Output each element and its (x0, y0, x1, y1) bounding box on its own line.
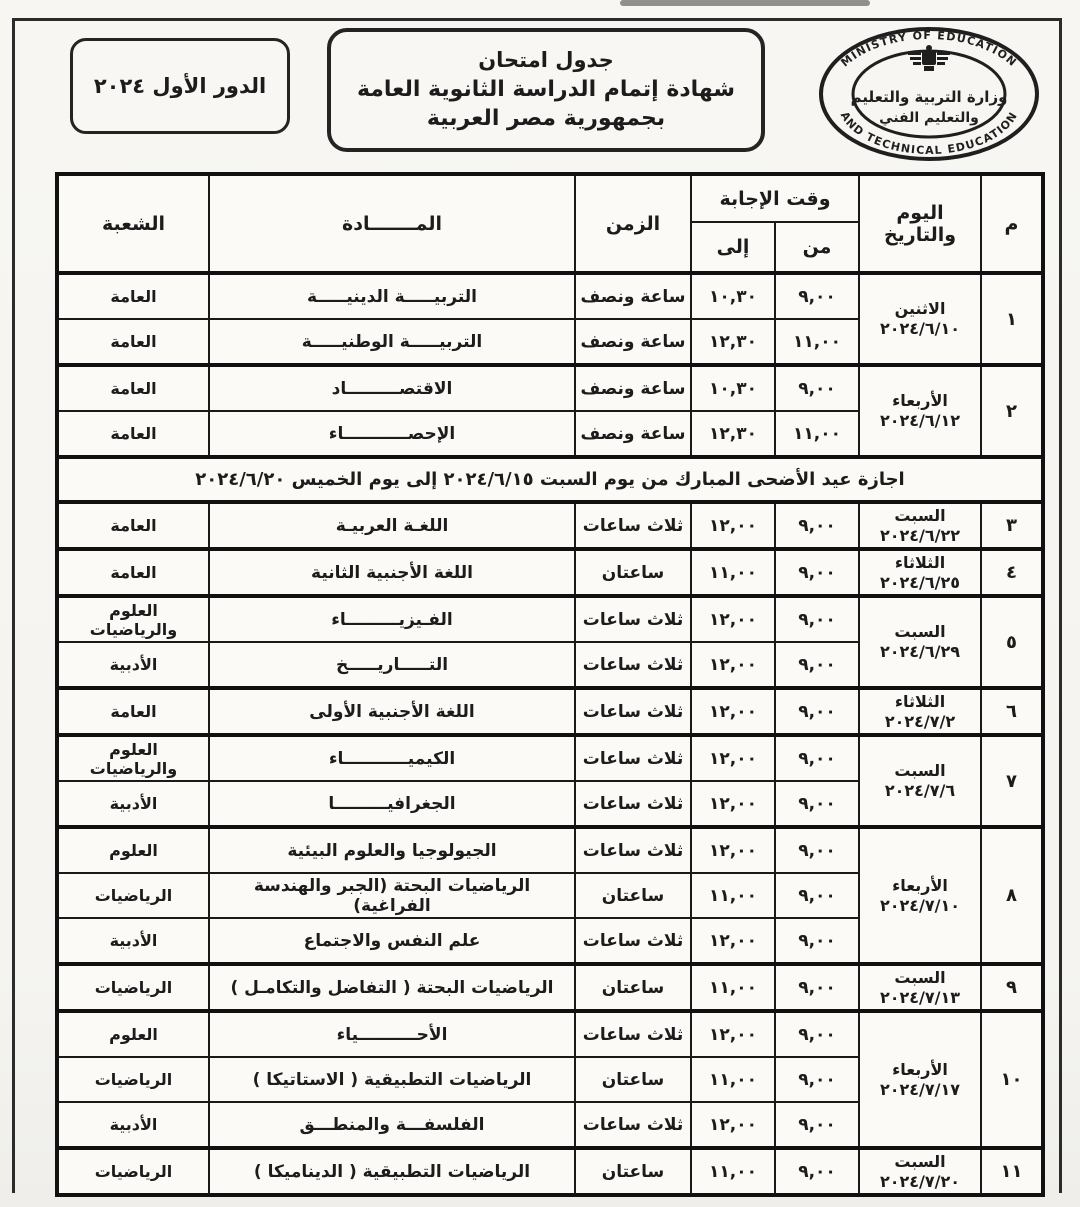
branch-cell: الرياضيات (57, 1148, 209, 1195)
duration-cell: ساعتان (575, 873, 691, 918)
to-time-cell: ١٠,٣٠ (691, 365, 775, 411)
subject-cell: الرياضيات البحتة (الجبر والهندسة الفراغية) (209, 873, 575, 918)
exam-date: ٢٠٢٤/٦/٢٥ (879, 572, 961, 592)
duration-cell: ثلاث ساعات (575, 1102, 691, 1148)
exam-date: ٢٠٢٤/٦/١٢ (879, 411, 961, 430)
day-date-cell (859, 827, 981, 964)
to-time-cell: ١٢,٠٠ (691, 502, 775, 549)
table-row (57, 735, 1043, 781)
exam-date: ٢٠٢٤/٦/٢٩ (879, 642, 961, 661)
day-name: الأربعاء (892, 875, 948, 895)
subject-cell: الجغرافيـــــــــا (209, 781, 575, 827)
duration-cell: ثلاث ساعات (575, 642, 691, 688)
header-branch: الشعبة (57, 174, 209, 273)
svg-text:والتعليم الفني: والتعليم الفني (879, 110, 979, 126)
duration-cell: ثلاث ساعات (575, 502, 691, 549)
from-time-cell: ١١,٠٠ (775, 411, 859, 457)
exam-date: ٢٠٢٤/٧/٦ (884, 781, 956, 800)
to-time-cell: ١٢,٠٠ (691, 642, 775, 688)
to-time-cell: ١٢,٣٠ (691, 411, 775, 457)
header-to: إلى (691, 222, 775, 273)
to-time-cell: ١٠,٣٠ (691, 273, 775, 319)
from-time-cell: ٩,٠٠ (775, 365, 859, 411)
to-time-cell: ١٢,٠٠ (691, 781, 775, 827)
branch-cell: الأدبية (57, 781, 209, 827)
table-row (57, 1148, 1043, 1195)
svg-text:MINISTRY OF EDUCATION: MINISTRY OF EDUCATION (838, 28, 1020, 70)
duration-cell: ساعة ونصف (575, 319, 691, 365)
index-cell: ١ (981, 273, 1043, 365)
duration-cell: ثلاث ساعات (575, 596, 691, 642)
day-date-cell (859, 1148, 981, 1195)
day-name: السبت (894, 505, 946, 525)
subject-cell: اللغة الأجنبية الثانية (209, 549, 575, 596)
duration-cell: ثلاث ساعات (575, 918, 691, 964)
exam-date: ٢٠٢٤/٦/١٠ (879, 319, 961, 338)
to-time-cell: ١٢,٠٠ (691, 827, 775, 873)
from-time-cell: ٩,٠٠ (775, 549, 859, 596)
from-time-cell: ٩,٠٠ (775, 1148, 859, 1195)
to-time-cell: ١١,٠٠ (691, 549, 775, 596)
from-time-cell: ٩,٠٠ (775, 273, 859, 319)
svg-text:AND TECHNICAL EDUCATION: AND TECHNICAL EDUCATION (837, 109, 1021, 158)
from-time-cell: ٩,٠٠ (775, 642, 859, 688)
holiday-row (57, 457, 1043, 502)
branch-cell: الرياضيات (57, 873, 209, 918)
day-name: السبت (894, 967, 946, 987)
duration-cell: ساعتان (575, 964, 691, 1011)
header-duration: الزمن (575, 174, 691, 273)
table-row (57, 365, 1043, 411)
exam-date: ٢٠٢٤/٦/٢٢ (879, 525, 961, 545)
header-index: م (981, 174, 1043, 273)
subject-cell: التـــــاريـــــخ (209, 642, 575, 688)
ministry-of-education-logo (812, 20, 1046, 170)
day-date-cell (859, 596, 981, 688)
index-cell: ٦ (981, 688, 1043, 735)
subject-cell: علم النفس والاجتماع (209, 918, 575, 964)
branch-cell: العلوم (57, 1011, 209, 1057)
day-name: السبت (894, 1151, 946, 1171)
holiday-note: اجازة عيد الأضحى المبارك من يوم السبت ٢٠٢٤/٦/١٥ إلى يوم الخميس ٢٠٢٤/٦/٢٠ (57, 457, 1043, 502)
page-title-line2: شهادة إتمام الدراسة الثانوية العامة (356, 76, 736, 102)
day-name: الأربعاء (892, 391, 948, 410)
page-title-line3: بجمهورية مصر العربية (426, 105, 666, 131)
branch-cell: الرياضيات (57, 1057, 209, 1102)
exam-date: ٢٠٢٤/٧/١٧ (879, 1079, 961, 1099)
svg-text:وزارة التربية والتعليم: وزارة التربية والتعليم (850, 88, 1008, 106)
subject-cell: الأحــــــــــياء (209, 1011, 575, 1057)
day-name: الثلاثاء (894, 691, 946, 711)
table-row (57, 1011, 1043, 1057)
branch-cell: الأدبية (57, 918, 209, 964)
subject-cell: الرياضيات التطبيقية ( الاستاتيكا ) (209, 1057, 575, 1102)
table-row (57, 273, 1043, 319)
day-date-cell (859, 549, 981, 596)
from-time-cell: ٩,٠٠ (775, 964, 859, 1011)
branch-cell: الأدبية (57, 1102, 209, 1148)
day-name: السبت (894, 761, 946, 780)
index-cell: ١٠ (981, 1011, 1043, 1148)
table-row (57, 549, 1043, 596)
ministry-seal-icon (812, 20, 1046, 170)
subject-cell: التربيـــــة الوطنيـــــة (209, 319, 575, 365)
header-from: من (775, 222, 859, 273)
duration-cell: ساعتان (575, 549, 691, 596)
day-date-cell (859, 1011, 981, 1148)
to-time-cell: ١٢,٠٠ (691, 596, 775, 642)
to-time-cell: ١١,٠٠ (691, 873, 775, 918)
subject-cell: الإحصـــــــــــاء (209, 411, 575, 457)
subject-cell: الاقتصـــــــــاد (209, 365, 575, 411)
subject-cell: الرياضيات البحتة ( التفاضل والتكامـل ) (209, 964, 575, 1011)
exam-date: ٢٠٢٤/٧/١٠ (879, 895, 961, 915)
day-name: السبت (894, 622, 946, 641)
to-time-cell: ١١,٠٠ (691, 964, 775, 1011)
branch-cell: العلوم (57, 827, 209, 873)
index-cell: ٩ (981, 964, 1043, 1011)
from-time-cell: ٩,٠٠ (775, 688, 859, 735)
exam-date: ٢٠٢٤/٧/٢٠ (879, 1171, 961, 1191)
header-answer-time: وقت الإجابة (691, 174, 859, 222)
page-title-box (327, 28, 765, 152)
day-date-cell (859, 273, 981, 365)
exam-schedule-table (55, 172, 1045, 1197)
index-cell: ٧ (981, 735, 1043, 827)
to-time-cell: ١٢,٠٠ (691, 1102, 775, 1148)
scan-artifact-mark (620, 0, 870, 6)
subject-cell: الفلسفـــة والمنطـــق (209, 1102, 575, 1148)
from-time-cell: ١١,٠٠ (775, 319, 859, 365)
from-time-cell: ٩,٠٠ (775, 735, 859, 781)
exam-date: ٢٠٢٤/٧/٢ (884, 711, 956, 731)
to-time-cell: ١١,٠٠ (691, 1057, 775, 1102)
from-time-cell: ٩,٠٠ (775, 873, 859, 918)
table-row (57, 502, 1043, 549)
header-subject: المـــــــادة (209, 174, 575, 273)
from-time-cell: ٩,٠٠ (775, 918, 859, 964)
subject-cell: الكيميـــــــــــاء (209, 735, 575, 781)
from-time-cell: ٩,٠٠ (775, 827, 859, 873)
to-time-cell: ١٢,٠٠ (691, 918, 775, 964)
from-time-cell: ٩,٠٠ (775, 502, 859, 549)
table-row (57, 964, 1043, 1011)
day-date-cell (859, 964, 981, 1011)
duration-cell: ثلاث ساعات (575, 827, 691, 873)
to-time-cell: ١٢,٠٠ (691, 688, 775, 735)
exam-round-box (70, 38, 290, 134)
day-date-cell (859, 735, 981, 827)
index-cell: ٢ (981, 365, 1043, 457)
from-time-cell: ٩,٠٠ (775, 1102, 859, 1148)
table-row (57, 596, 1043, 642)
branch-cell: العامة (57, 549, 209, 596)
branch-cell: العامة (57, 411, 209, 457)
day-name: الثلاثاء (894, 552, 946, 572)
branch-cell: الأدبية (57, 642, 209, 688)
day-date-cell (859, 688, 981, 735)
day-date-cell (859, 365, 981, 457)
branch-cell: العامة (57, 273, 209, 319)
from-time-cell: ٩,٠٠ (775, 596, 859, 642)
duration-cell: ثلاث ساعات (575, 688, 691, 735)
duration-cell: ساعة ونصف (575, 273, 691, 319)
duration-cell: ساعة ونصف (575, 365, 691, 411)
index-cell: ٨ (981, 827, 1043, 964)
branch-cell: العامة (57, 688, 209, 735)
branch-cell: العلوم والرياضيات (57, 596, 209, 642)
page-title-line1: جدول امتحان (478, 48, 614, 73)
duration-cell: ثلاث ساعات (575, 781, 691, 827)
branch-cell: العلوم والرياضيات (57, 735, 209, 781)
duration-cell: ساعتان (575, 1148, 691, 1195)
table-row (57, 827, 1043, 873)
index-cell: ١١ (981, 1148, 1043, 1195)
from-time-cell: ٩,٠٠ (775, 1011, 859, 1057)
subject-cell: اللغـة العربيـة (209, 502, 575, 549)
exam-date: ٢٠٢٤/٧/١٣ (879, 987, 961, 1007)
exam-round-label: الدور الأول ٢٠٢٤ (93, 74, 267, 98)
subject-cell: اللغة الأجنبية الأولى (209, 688, 575, 735)
branch-cell: العامة (57, 319, 209, 365)
branch-cell: الرياضيات (57, 964, 209, 1011)
duration-cell: ثلاث ساعات (575, 1011, 691, 1057)
to-time-cell: ١٢,٠٠ (691, 735, 775, 781)
table-row (57, 688, 1043, 735)
index-cell: ٤ (981, 549, 1043, 596)
duration-cell: ساعة ونصف (575, 411, 691, 457)
subject-cell: الفـيزيـــــــــاء (209, 596, 575, 642)
branch-cell: العامة (57, 365, 209, 411)
branch-cell: العامة (57, 502, 209, 549)
subject-cell: الجيولوجيا والعلوم البيئية (209, 827, 575, 873)
day-date-cell (859, 502, 981, 549)
to-time-cell: ١٢,٣٠ (691, 319, 775, 365)
header-day-date: اليوم والتاريخ (859, 174, 981, 273)
to-time-cell: ١١,٠٠ (691, 1148, 775, 1195)
subject-cell: الرياضيات التطبيقية ( الديناميكا ) (209, 1148, 575, 1195)
from-time-cell: ٩,٠٠ (775, 781, 859, 827)
index-cell: ٥ (981, 596, 1043, 688)
day-name: الاثنين (894, 299, 946, 318)
to-time-cell: ١٢,٠٠ (691, 1011, 775, 1057)
duration-cell: ساعتان (575, 1057, 691, 1102)
from-time-cell: ٩,٠٠ (775, 1057, 859, 1102)
index-cell: ٣ (981, 502, 1043, 549)
day-name: الأربعاء (892, 1059, 948, 1079)
egypt-eagle-icon (908, 45, 950, 71)
duration-cell: ثلاث ساعات (575, 735, 691, 781)
subject-cell: التربيـــــة الدينيـــــة (209, 273, 575, 319)
